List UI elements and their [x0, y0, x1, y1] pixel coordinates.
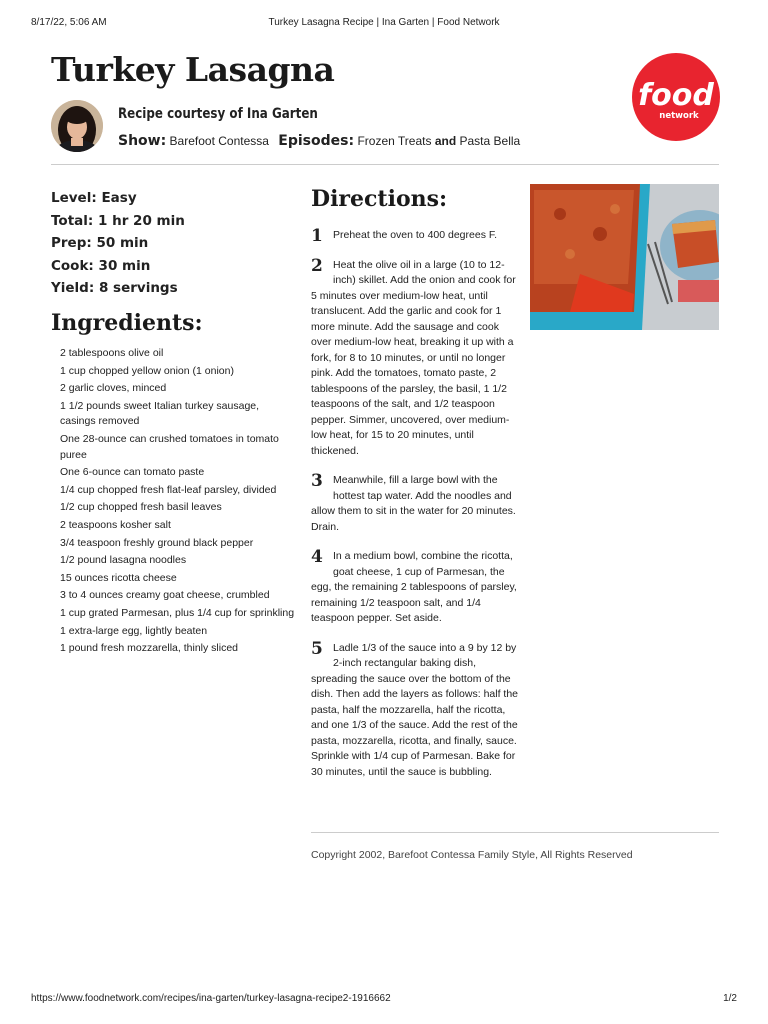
step-text: In a medium bowl, combine the ricotta, goat cheese, 1 cup of Parmesan, the egg, the remaining 2 tablespoons of parsley, remaining 1/2 teaspoon salt, and 1/4 teaspoon pepper. Set aside.: [311, 550, 517, 624]
logo-word: food: [638, 78, 714, 113]
chef-avatar[interactable]: [51, 100, 103, 152]
show-episodes-line: [118, 133, 520, 149]
ingredient-item: 1 cup chopped yellow onion (1 onion): [60, 364, 234, 377]
step-number: 1: [311, 226, 323, 246]
ingredients-list: [60, 346, 295, 659]
ingredient-item: 1 1/2 pounds sweet Italian turkey sausage, casings removed: [60, 399, 260, 428]
direction-step: [311, 228, 519, 244]
episodes-label: Episodes:: [278, 133, 355, 149]
ingredient-item: One 28-ounce can crushed tomatoes in tomato puree: [60, 432, 279, 461]
direction-step: [311, 255, 519, 460]
print-footer: [31, 993, 737, 1007]
step-text: Ladle 1/3 of the sauce into a 9 by 12 by 2-inch rectangular baking dish, spreading the sauce over the bottom of the dish. Then add the layers as follows: half the pasta, half the mozzarella, half the ricotta, and one 1/3 of the sauce. Add the rest of the pasta, mozzarella, ricotta, and finally, sauce. Sprinkle with 1/4 cup of Parmesan. Bake for 30 minutes, until the sauce is bubbling.: [311, 641, 519, 778]
recipe-courtesy: Recipe courtesy of Ina Garten: [118, 106, 318, 122]
directions-heading: Directions:: [311, 186, 448, 212]
step-number: 3: [311, 471, 323, 491]
directions-divider: [311, 832, 719, 833]
ingredient-item: 15 ounces ricotta cheese: [60, 571, 177, 584]
step-number: 2: [311, 255, 323, 276]
logo-sub: network: [659, 111, 699, 121]
episodes-and: and: [434, 134, 457, 148]
print-page-title: Turkey Lasagna Recipe | Ina Garten | Food Network: [268, 17, 500, 28]
ingredient-item: 1/4 cup chopped fresh flat-leaf parsley, divided: [60, 483, 277, 496]
step-text: Meanwhile, fill a large bowl with the hottest tap water. Add the noodles and allow them to sit in the water for 20 minutes. Drain.: [311, 474, 516, 533]
episode-link-frozen-treats[interactable]: Frozen Treats: [357, 134, 432, 148]
episode-link-pasta-bella[interactable]: Pasta Bella: [459, 134, 521, 148]
step-text: Heat the olive oil in a large (10 to 12-inch) skillet. Add the onion and cook for 5 minutes over medium-low heat, until translucent. Add the garlic and cook for 1 more minute. Add the sausage and cook over medium-low heat, breaking it up with a fork, for 8 to 10 minutes, or until no longer pink. Add the tomatoes, tomato paste, 2 tablespoons of the parsley, the basil, 1 1/2 teaspoons of the salt, and 1/2 teaspoon pepper. Simmer, uncovered, over medium-low heat, for 15 to 20 minutes, until thickened.: [311, 258, 516, 457]
directions-list: [311, 228, 519, 794]
step-number: 5: [311, 638, 323, 659]
ingredient-item: 1/2 cup chopped fresh basil leaves: [60, 501, 222, 514]
print-header: [31, 17, 737, 31]
ingredient-item: 1 cup grated Parmesan, plus 1/4 cup for sprinkling: [60, 606, 295, 619]
meta-prep: Prep: 50 min: [51, 235, 149, 251]
ingredient-item: 2 tablespoons olive oil: [60, 347, 164, 359]
ingredient-item: 2 teaspoons kosher salt: [60, 518, 171, 531]
step-number: 4: [311, 547, 323, 567]
meta-level: Level: Easy: [51, 190, 137, 206]
show-link[interactable]: Barefoot Contessa: [169, 134, 269, 148]
meta-total: Total: 1 hr 20 min: [51, 212, 185, 229]
direction-step: [311, 638, 519, 781]
lasagna-photo: [530, 184, 719, 330]
direction-step: [311, 549, 519, 627]
ingredient-item: 1/2 pound lasagna noodles: [60, 554, 187, 567]
ingredient-item: 1 extra-large egg, lightly beaten: [60, 624, 208, 637]
print-page-number: 1/2: [723, 993, 737, 1004]
ingredient-item: One 6-ounce can tomato paste: [60, 466, 205, 479]
recipe-title: Turkey Lasagna: [51, 50, 335, 89]
print-url: https://www.foodnetwork.com/recipes/ina-garten/turkey-lasagna-recipe2-1916662: [31, 993, 391, 1004]
ingredient-item: 3 to 4 ounces creamy goat cheese, crumbled: [60, 589, 270, 602]
recipe-meta: [51, 190, 185, 303]
meta-cook: Cook: 30 min: [51, 257, 151, 274]
meta-yield: Yield: 8 servings: [51, 280, 178, 296]
ingredient-item: 1 pound fresh mozzarella, thinly sliced: [60, 642, 239, 655]
ingredient-item: 3/4 teaspoon freshly ground black pepper: [60, 536, 254, 549]
ingredients-heading: Ingredients:: [51, 310, 203, 336]
food-network-logo[interactable]: [632, 53, 720, 141]
step-text: Preheat the oven to 400 degrees F.: [333, 229, 498, 241]
ingredient-item: 2 garlic cloves, minced: [60, 382, 167, 395]
direction-step: [311, 473, 519, 535]
show-label: Show:: [118, 133, 167, 149]
header-divider: [51, 164, 719, 165]
copyright-text: Copyright 2002, Barefoot Contessa Family Style, All Rights Reserved: [311, 849, 633, 861]
print-datetime: 8/17/22, 5:06 AM: [31, 17, 107, 28]
